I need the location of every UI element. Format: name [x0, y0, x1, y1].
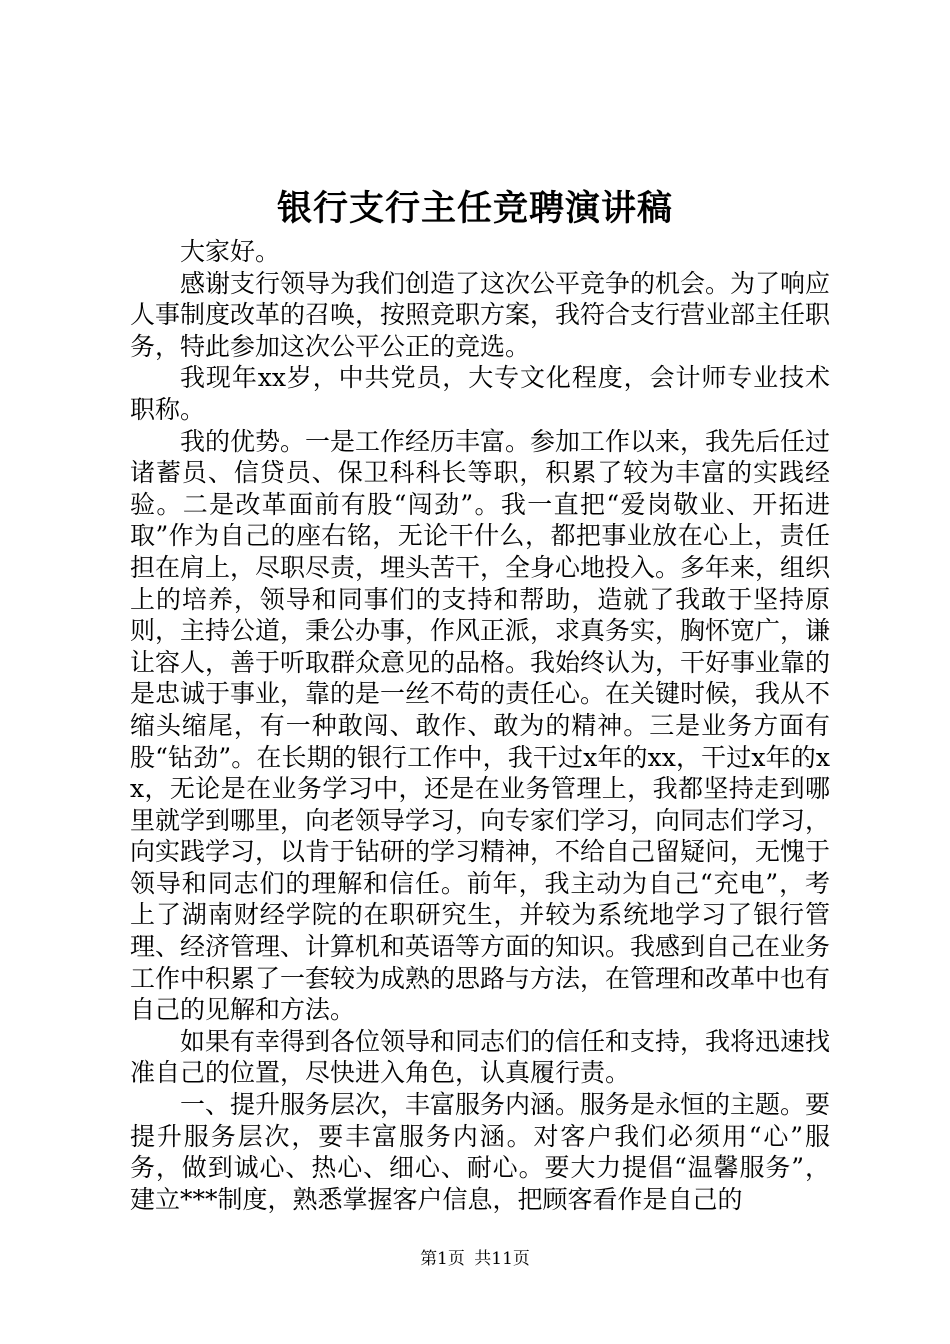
- paragraph-greeting: 大家好。: [180, 237, 281, 266]
- paragraph-strengths: 我的优势。一是工作经历丰富。参加工作以来，我先后任过诸蓄员、信贷员、保卫科科长等职，积累了较为丰富的实践经验。二是改革面前有股“闯劲”。我一直把“爱岗敬业、开拓进取”作为自己的座右铭，无论干什么，都把事业放在心上，责任担在肩上，尽职尽责，埋头苦干，全身心地投入。多年来，组织上的培养，领导和同事们的支持和帮助，造就了我敢于坚持原则，主持公道，秉公办事，作风正派，求真务实，胸怀宽广，谦让容人，善于听取群众意见的品格。我始终认为，干好事业靠的是忠诚于事业，靠的是一丝不苟的责任心。在关键时候，我从不缩头缩尾，有一种敢闯、敢作、敢为的精神。三是业务方面有股“钻劲”。在长期的银行工作中，我干过x年的xx，干过x年的xx，无论是在业务学习中，还是在业务管理上，我都坚持走到哪里就学到哪里，向老领导学习，向专家们学习，向同志们学习，向实践学习，以肯于钻研的学习精神，不给自己留疑问，无愧于领导和同志们的理解和信任。前年，我主动为自己“充电”，考上了湖南财经学院的在职研究生，并较为系统地学习了银行管理、经济管理、计算机和英语等方面的知识。我感到自己在业务工作中积累了一套较为成熟的思路与方法，在管理和改革中也有自己的见解和方法。: [130, 426, 831, 1025]
- paragraph-service: 一、提升服务层次，丰富服务内涵。服务是永恒的主题。要提升服务层次，要丰富服务内涵。对客户我们必须用“心”服务，做到诚心、热心、细心、耐心。要大力提倡“温馨服务”，建立***制度，熟悉掌握客户信息，把顾客看作是自己的: [130, 1090, 831, 1214]
- paragraph-commitment: 如果有幸得到各位领导和同志们的信任和支持，我将迅速找准自己的位置，尽快进入角色，认真履行责。: [130, 1026, 831, 1088]
- page-footer: 第1页 共11页: [420, 1249, 530, 1269]
- document-title: 银行支行主任竞聘演讲稿: [276, 188, 673, 229]
- paragraph-thanks: 感谢支行领导为我们创造了这次公平竞争的机会。为了响应人事制度改革的召唤，按照竞职方案，我符合支行营业部主任职务，特此参加这次公平公正的竞选。: [130, 268, 831, 361]
- paragraph-self-intro: 我现年xx岁，中共党员，大专文化程度，会计师专业技术职称。: [130, 363, 830, 424]
- document-body: [130, 236, 830, 1215]
